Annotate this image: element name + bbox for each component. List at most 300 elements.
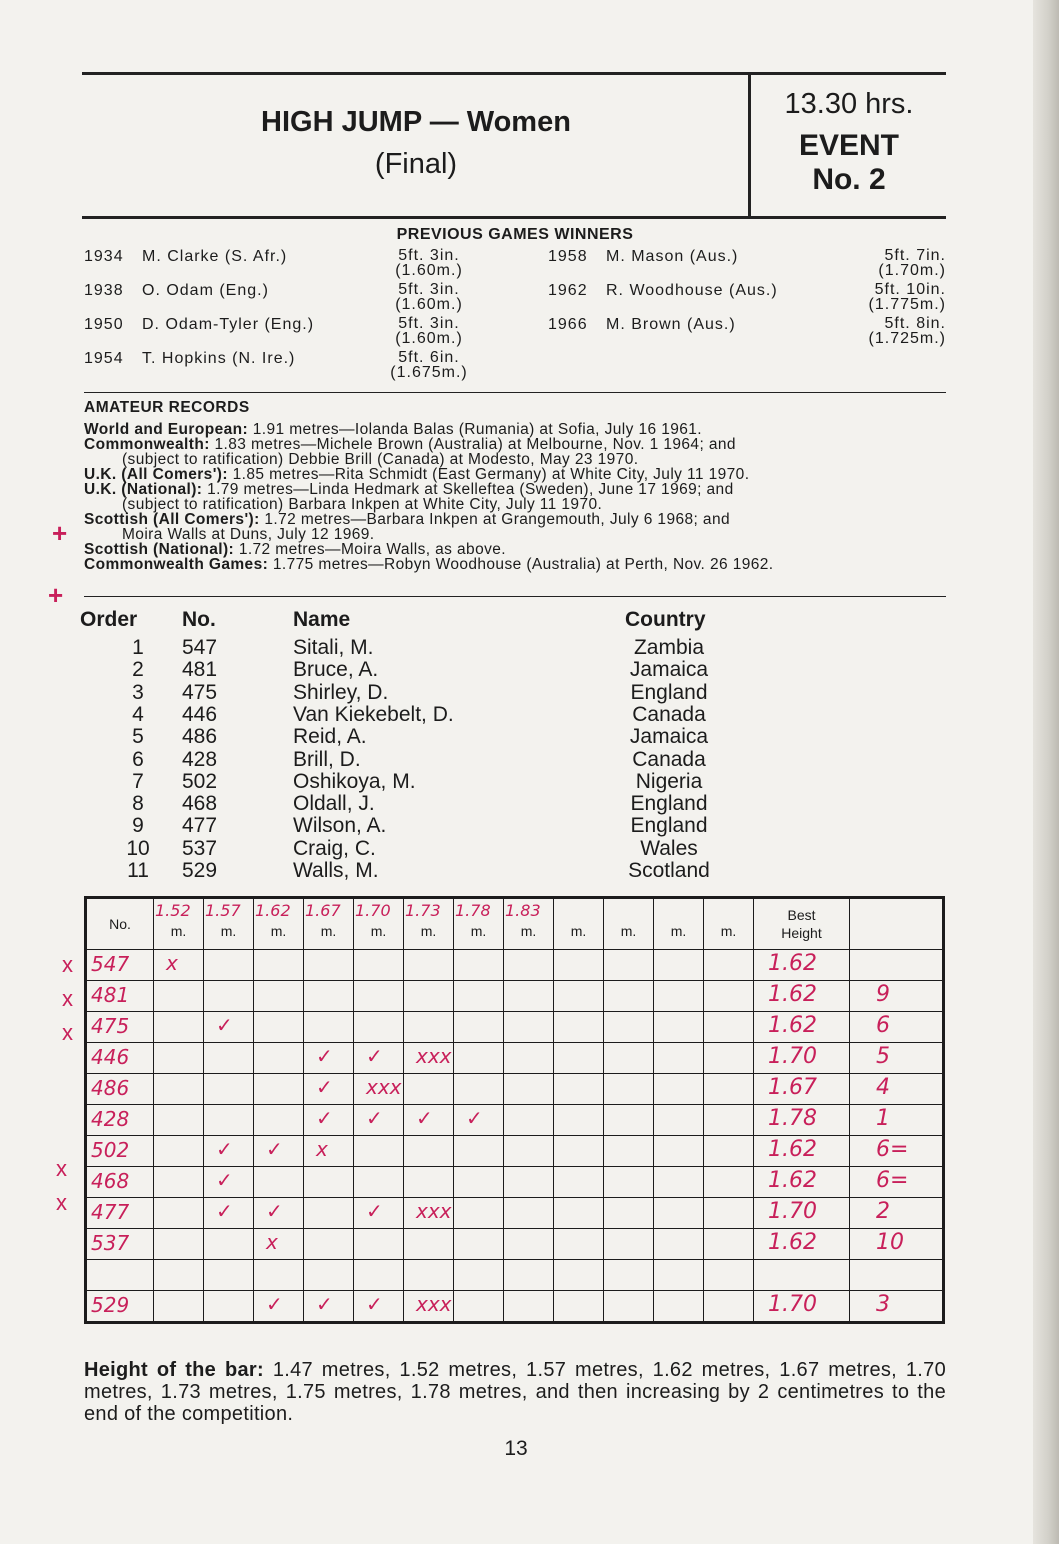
- record-item: [84, 482, 946, 512]
- attempt-mark: x: [266, 1230, 278, 1254]
- event-label: EVENT: [798, 129, 900, 162]
- grid-attempt-cell: [254, 1229, 304, 1260]
- grid-attempt-cell: [604, 1198, 654, 1229]
- grid-attempt-cell: [704, 1043, 754, 1074]
- score-table: [84, 896, 945, 1324]
- attempt-mark: ✓: [316, 1075, 333, 1099]
- entry-number: 468: [182, 792, 218, 816]
- grid-attempt-cell: [154, 1167, 204, 1198]
- entry-name: Oldall, J.: [293, 792, 375, 816]
- attempt-mark: ✓: [266, 1292, 283, 1316]
- grid-attempt-cell: [404, 1260, 454, 1291]
- grid-attempt-cell: [454, 1136, 504, 1167]
- grid-unit-label: m.: [570, 923, 587, 939]
- handwritten-height: 1.78: [455, 901, 491, 920]
- record-text: 1.91 metres—Iolanda Balas (Rumania) at Sofia, July 16 1961.: [252, 421, 702, 438]
- grid-position-cell: [850, 1167, 944, 1198]
- margin-x-mark: x: [56, 1156, 67, 1181]
- winner-height-imperial: 5ft. 8in.: [884, 315, 946, 332]
- margin-x-mark: x: [62, 1020, 73, 1045]
- grid-row: [86, 981, 944, 1012]
- handwritten-position: 2: [876, 1199, 890, 1224]
- grid-attempt-cell: [354, 1074, 404, 1105]
- grid-position-cell: [850, 1074, 944, 1105]
- entry-name: Shirley, D.: [293, 680, 389, 704]
- grid-attempt-cell: [654, 1043, 704, 1074]
- handwritten-position: 3: [876, 1292, 890, 1317]
- entry-order: 1: [132, 636, 144, 659]
- record-label: Scottish (National):: [84, 541, 235, 558]
- grid-competitor-cell: [86, 1012, 154, 1043]
- grid-unit-label: m.: [220, 923, 237, 939]
- previous-winners-heading: PREVIOUS GAMES WINNERS: [396, 226, 634, 243]
- grid-attempt-cell: [154, 1198, 204, 1229]
- attempt-mark: xxx: [416, 1199, 452, 1223]
- grid-attempt-cell: [304, 981, 354, 1012]
- entry-order: 2: [132, 658, 144, 682]
- entry-country: Nigeria: [635, 769, 703, 793]
- grid-attempt-cell: [704, 1012, 754, 1043]
- winner-height-metric: (1.60m.): [395, 262, 463, 279]
- winner-name: M. Mason (Aus.): [606, 248, 739, 265]
- grid-row: [86, 1136, 944, 1167]
- grid-attempt-cell: [604, 1167, 654, 1198]
- entry-order: 5: [132, 725, 144, 749]
- event-subtitle: (Final): [374, 148, 458, 180]
- grid-unit-label: m.: [520, 923, 537, 939]
- grid-attempt-cell: [154, 1136, 204, 1167]
- grid-competitor-cell: [86, 1229, 154, 1260]
- grid-attempt-cell: [404, 1167, 454, 1198]
- grid-attempt-cell: [454, 1167, 504, 1198]
- grid-height-header: [454, 898, 504, 950]
- entry-number: 481: [182, 658, 218, 682]
- grid-row: [86, 1012, 944, 1043]
- entry-number: 477: [182, 814, 218, 838]
- grid-attempt-cell: [554, 1260, 604, 1291]
- grid-attempt-cell: [504, 1291, 554, 1323]
- grid-attempt-cell: [354, 1167, 404, 1198]
- winner-year: 1966: [548, 316, 588, 333]
- grid-best-cell: [754, 1229, 850, 1260]
- grid-attempt-cell: [204, 1260, 254, 1291]
- grid-attempt-cell: [504, 1043, 554, 1074]
- grid-attempt-cell: [504, 1229, 554, 1260]
- winner-name: M. Clarke (S. Afr.): [142, 248, 288, 265]
- grid-row: [86, 950, 944, 981]
- grid-attempt-cell: [654, 981, 704, 1012]
- grid-competitor-cell: [86, 1074, 154, 1105]
- grid-competitor-cell: [86, 1105, 154, 1136]
- grid-attempt-cell: [404, 1291, 454, 1323]
- grid-position-cell: [850, 1229, 944, 1260]
- entry-name: Bruce, A.: [293, 658, 379, 682]
- grid-attempt-cell: [654, 1291, 704, 1323]
- entry-number: 446: [182, 702, 218, 726]
- grid-competitor-cell: [86, 1198, 154, 1229]
- grid-attempt-cell: [304, 1260, 354, 1291]
- grid-height-header: [404, 898, 454, 950]
- winner-height: [374, 248, 484, 278]
- record-text: 1.79 metres—Linda Hedmark at Skelleftea (Sweden), June 17 1969; and: [207, 481, 734, 498]
- records-rule: [84, 596, 946, 597]
- grid-attempt-cell: [704, 1291, 754, 1323]
- winner-height-imperial: 5ft. 3in.: [398, 281, 460, 298]
- winner-height-imperial: 5ft. 7in.: [884, 247, 946, 264]
- grid-header-row: [86, 898, 944, 950]
- entry-country: Zambia: [633, 636, 705, 659]
- grid-attempt-cell: [704, 1198, 754, 1229]
- entry-name: Reid, A.: [293, 725, 367, 749]
- attempt-mark: xxx: [366, 1075, 402, 1099]
- grid-attempt-cell: [204, 1167, 254, 1198]
- margin-plus-mark: +: [48, 580, 64, 610]
- record-text: 1.85 metres—Rita Schmidt (East Germany) at White City, July 11 1970.: [232, 466, 750, 483]
- record-text: 1.83 metres—Michele Brown (Australia) at Melbourne, Nov. 1 1964; and: [214, 436, 736, 453]
- name-header: Name: [293, 608, 351, 631]
- grid-number-header: No.: [86, 898, 154, 950]
- grid-attempt-cell: [654, 1136, 704, 1167]
- best-height-header: [754, 898, 850, 950]
- grid-height-header: [354, 898, 404, 950]
- grid-attempt-cell: [254, 1043, 304, 1074]
- grid-attempt-cell: [154, 981, 204, 1012]
- handwritten-position: 5: [876, 1044, 890, 1069]
- grid-attempt-cell: [554, 1012, 604, 1043]
- handwritten-best-height: 1.62: [768, 1168, 817, 1193]
- grid-attempt-cell: [304, 950, 354, 981]
- grid-attempt-cell: [404, 1074, 454, 1105]
- winner-year: 1934: [84, 248, 124, 265]
- grid-unit-label: m.: [420, 923, 437, 939]
- winner-height: [848, 316, 946, 346]
- grid-attempt-cell: [354, 1043, 404, 1074]
- grid-row: [86, 1074, 944, 1105]
- record-label: Scottish (All Comers'):: [84, 511, 260, 528]
- grid-position-cell: [850, 1043, 944, 1074]
- grid-competitor-cell: [86, 981, 154, 1012]
- handwritten-height: 1.73: [405, 901, 441, 920]
- attempt-mark: ✓: [366, 1106, 383, 1130]
- record-text: 1.72 metres—Moira Walls, as above.: [238, 541, 506, 558]
- handwritten-competitor-number: 475: [91, 1014, 130, 1038]
- grid-attempt-cell: [204, 1136, 254, 1167]
- entry-order: 9: [132, 814, 144, 838]
- grid-unit-label: m.: [720, 923, 737, 939]
- grid-attempt-cell: [254, 950, 304, 981]
- entry-country: England: [630, 814, 708, 838]
- grid-attempt-cell: [354, 1229, 404, 1260]
- grid-competitor-cell: [86, 950, 154, 981]
- grid-attempt-cell: [254, 1167, 304, 1198]
- winner-height: [374, 350, 484, 380]
- grid-attempt-cell: [704, 1260, 754, 1291]
- winner-height: [848, 248, 946, 278]
- grid-attempt-cell: [154, 1105, 204, 1136]
- entry-number: 486: [182, 725, 218, 749]
- entry-country: England: [630, 680, 708, 704]
- winner-height-metric: (1.60m.): [395, 330, 463, 347]
- grid-attempt-cell: [304, 1012, 354, 1043]
- grid-attempt-cell: [204, 981, 254, 1012]
- grid-attempt-cell: [304, 1074, 354, 1105]
- grid-attempt-cell: [404, 1012, 454, 1043]
- record-continuation: Moira Walls at Duns, July 12 1969.: [122, 526, 375, 543]
- record-label: U.K. (All Comers'):: [84, 466, 228, 483]
- grid-attempt-cell: [704, 1167, 754, 1198]
- grid-attempt-cell: [254, 981, 304, 1012]
- grid-best-cell: [754, 1136, 850, 1167]
- entry-country: Wales: [640, 836, 698, 860]
- grid-attempt-cell: [354, 1012, 404, 1043]
- grid-attempt-cell: [404, 1198, 454, 1229]
- grid-attempt-cell: [204, 950, 254, 981]
- grid-attempt-cell: [704, 950, 754, 981]
- grid-attempt-cell: [604, 1074, 654, 1105]
- grid-row: [86, 1229, 944, 1260]
- grid-attempt-cell: [254, 1291, 304, 1323]
- winner-height-imperial: 5ft. 3in.: [398, 315, 460, 332]
- record-label: Commonwealth Games:: [84, 556, 269, 573]
- winner-height-metric: (1.60m.): [395, 296, 463, 313]
- grid-competitor-cell: [86, 1136, 154, 1167]
- grid-attempt-cell: [404, 1105, 454, 1136]
- grid-best-cell: [754, 1043, 850, 1074]
- grid-attempt-cell: [154, 1229, 204, 1260]
- attempt-mark: ✓: [416, 1106, 433, 1130]
- grid-attempt-cell: [454, 1043, 504, 1074]
- grid-attempt-cell: [354, 981, 404, 1012]
- entry-number: 547: [182, 636, 218, 659]
- grid-height-header: [604, 898, 654, 950]
- grid-attempt-cell: [604, 1012, 654, 1043]
- grid-attempt-cell: [354, 950, 404, 981]
- winner-name: T. Hopkins (N. Ire.): [142, 350, 296, 367]
- grid-attempt-cell: [204, 1074, 254, 1105]
- handwritten-competitor-number: 547: [91, 952, 130, 976]
- grid-attempt-cell: [154, 1291, 204, 1323]
- grid-attempt-cell: [254, 1260, 304, 1291]
- grid-attempt-cell: [504, 1105, 554, 1136]
- grid-attempt-cell: [604, 950, 654, 981]
- grid-attempt-cell: [554, 1105, 604, 1136]
- header-bottom-rule: [82, 216, 946, 219]
- best-label: Best: [787, 907, 816, 923]
- handwritten-position: 6=: [876, 1137, 909, 1162]
- grid-attempt-cell: [454, 1291, 504, 1323]
- grid-position-cell: [850, 1198, 944, 1229]
- entry-number: 537: [182, 836, 218, 860]
- entry-name: Wilson, A.: [293, 814, 387, 838]
- record-item: [84, 542, 946, 557]
- event-time: 13.30 hrs.: [784, 88, 914, 120]
- grid-attempt-cell: [704, 981, 754, 1012]
- grid-position-cell: [850, 1136, 944, 1167]
- grid-best-cell: [754, 1167, 850, 1198]
- entry-country: Scotland: [628, 859, 710, 882]
- handwritten-competitor-number: 502: [91, 1138, 130, 1162]
- winners-rule: [84, 392, 946, 393]
- grid-attempt-cell: [554, 1229, 604, 1260]
- winner-name: D. Odam-Tyler (Eng.): [142, 316, 315, 333]
- page-number: 13: [504, 1437, 528, 1460]
- grid-attempt-cell: [704, 1074, 754, 1105]
- handwritten-best-height: 1.62: [768, 1137, 817, 1162]
- handwritten-height: 1.70: [355, 901, 391, 920]
- header-divider: [748, 72, 751, 216]
- grid-attempt-cell: [404, 981, 454, 1012]
- handwritten-best-height: 1.62: [768, 1230, 817, 1255]
- winner-year: 1938: [84, 282, 124, 299]
- attempt-mark: ✓: [266, 1137, 283, 1161]
- grid-row: [86, 1043, 944, 1074]
- grid-attempt-cell: [204, 1043, 254, 1074]
- grid-best-cell: [754, 1260, 850, 1291]
- grid-attempt-cell: [704, 1105, 754, 1136]
- attempt-mark: ✓: [216, 1199, 233, 1223]
- grid-attempt-cell: [304, 1043, 354, 1074]
- grid-best-cell: [754, 950, 850, 981]
- grid-attempt-cell: [504, 1074, 554, 1105]
- grid-attempt-cell: [154, 950, 204, 981]
- handwritten-best-height: 1.62: [768, 951, 817, 976]
- handwritten-competitor-number: 481: [91, 983, 130, 1007]
- grid-attempt-cell: [504, 981, 554, 1012]
- bar-heights-text: 1.47 metres, 1.52 metres, 1.57 metres, 1.62 metres, 1.67 metres, 1.70 metres, 1.73 metres, 1.75 metres, 1.78 metres, and then increasing by 2 centimetres to the end of the competition.: [84, 1359, 947, 1425]
- attempt-mark: xxx: [416, 1044, 452, 1068]
- entry-country: Canada: [632, 702, 706, 726]
- score-grid: [84, 896, 945, 1324]
- winner-height: [374, 282, 484, 312]
- margin-x-mark: x: [62, 986, 73, 1011]
- entry-order: 6: [132, 747, 144, 771]
- grid-attempt-cell: [654, 1074, 704, 1105]
- grid-attempt-cell: [304, 1105, 354, 1136]
- grid-unit-label: m.: [370, 923, 387, 939]
- handwritten-best-height: 1.70: [768, 1292, 817, 1317]
- entry-country: England: [630, 792, 708, 816]
- grid-attempt-cell: [204, 1229, 254, 1260]
- grid-unit-label: m.: [170, 923, 187, 939]
- winner-height-metric: (1.725m.): [868, 330, 946, 347]
- grid-competitor-cell: [86, 1043, 154, 1074]
- attempt-mark: ✓: [266, 1199, 283, 1223]
- grid-height-header: [204, 898, 254, 950]
- grid-attempt-cell: [304, 1167, 354, 1198]
- record-continuation: (subject to ratification) Debbie Brill (Canada) at Modesto, May 23 1970.: [122, 451, 639, 468]
- grid-attempt-cell: [454, 981, 504, 1012]
- grid-position-cell: [850, 1012, 944, 1043]
- grid-competitor-cell: [86, 1291, 154, 1323]
- grid-best-cell: [754, 1012, 850, 1043]
- grid-row: [86, 1105, 944, 1136]
- grid-attempt-cell: [204, 1291, 254, 1323]
- grid-attempt-cell: [554, 981, 604, 1012]
- grid-attempt-cell: [604, 1229, 654, 1260]
- grid-best-cell: [754, 1291, 850, 1323]
- grid-attempt-cell: [504, 1136, 554, 1167]
- winner-name: O. Odam (Eng.): [142, 282, 269, 299]
- winner-height-imperial: 5ft. 6in.: [398, 349, 460, 366]
- grid-attempt-cell: [554, 1291, 604, 1323]
- attempt-mark: ✓: [366, 1044, 383, 1068]
- grid-unit-label: m.: [270, 923, 287, 939]
- handwritten-height: 1.57: [205, 901, 241, 920]
- grid-position-cell: [850, 1105, 944, 1136]
- handwritten-competitor-number: 529: [91, 1293, 130, 1317]
- attempt-mark: ✓: [316, 1292, 333, 1316]
- handwritten-position: 10: [876, 1230, 904, 1255]
- grid-attempt-cell: [254, 1136, 304, 1167]
- grid-attempt-cell: [504, 1012, 554, 1043]
- grid-attempt-cell: [404, 1229, 454, 1260]
- record-item: [84, 437, 946, 467]
- attempt-mark: ✓: [316, 1106, 333, 1130]
- entry-order: 11: [127, 859, 149, 882]
- margin-plus-mark: +: [52, 518, 68, 548]
- grid-best-cell: [754, 1074, 850, 1105]
- grid-attempt-cell: [504, 1167, 554, 1198]
- bar-heights-note: [84, 1359, 946, 1425]
- grid-attempt-cell: [154, 1043, 204, 1074]
- grid-height-header: [254, 898, 304, 950]
- handwritten-competitor-number: 428: [91, 1107, 130, 1131]
- handwritten-position: 1: [876, 1106, 890, 1131]
- grid-attempt-cell: [354, 1136, 404, 1167]
- entry-order: 4: [132, 702, 144, 726]
- record-item: [84, 512, 946, 542]
- grid-attempt-cell: [454, 1229, 504, 1260]
- entry-order: 10: [126, 836, 150, 860]
- grid-row: [86, 1167, 944, 1198]
- grid-attempt-cell: [154, 1260, 204, 1291]
- winner-year: 1962: [548, 282, 588, 299]
- attempt-mark: ✓: [216, 1168, 233, 1192]
- grid-attempt-cell: [254, 1074, 304, 1105]
- handwritten-best-height: 1.62: [768, 982, 817, 1007]
- grid-attempt-cell: [454, 1260, 504, 1291]
- grid-attempt-cell: [504, 1260, 554, 1291]
- record-label: U.K. (National):: [84, 481, 203, 498]
- grid-attempt-cell: [304, 1198, 354, 1229]
- grid-attempt-cell: [454, 1012, 504, 1043]
- entry-name: Walls, M.: [293, 859, 379, 882]
- grid-position-cell: [850, 1260, 944, 1291]
- winner-height-metric: (1.775m.): [868, 296, 946, 313]
- entry-name: Van Kiekebelt, D.: [293, 702, 454, 726]
- event-number: No. 2: [812, 163, 886, 196]
- order-header: Order: [80, 608, 138, 631]
- grid-attempt-cell: [304, 1291, 354, 1323]
- grid-row: [86, 1260, 944, 1291]
- grid-competitor-cell: [86, 1260, 154, 1291]
- handwritten-competitor-number: 446: [91, 1045, 130, 1069]
- bar-heights-label: Height of the bar:: [84, 1359, 264, 1381]
- record-item: [84, 467, 946, 482]
- header-top-rule: [82, 72, 946, 75]
- grid-attempt-cell: [154, 1074, 204, 1105]
- height-label: Height: [781, 925, 822, 941]
- grid-attempt-cell: [154, 1012, 204, 1043]
- handwritten-best-height: 1.62: [768, 1013, 817, 1038]
- record-item: [84, 557, 946, 572]
- attempt-mark: x: [166, 951, 178, 975]
- winner-height-metric: (1.675m.): [390, 364, 468, 381]
- grid-attempt-cell: [654, 1229, 704, 1260]
- grid-attempt-cell: [504, 1198, 554, 1229]
- grid-row: [86, 1198, 944, 1229]
- margin-x-mark: x: [56, 1190, 67, 1215]
